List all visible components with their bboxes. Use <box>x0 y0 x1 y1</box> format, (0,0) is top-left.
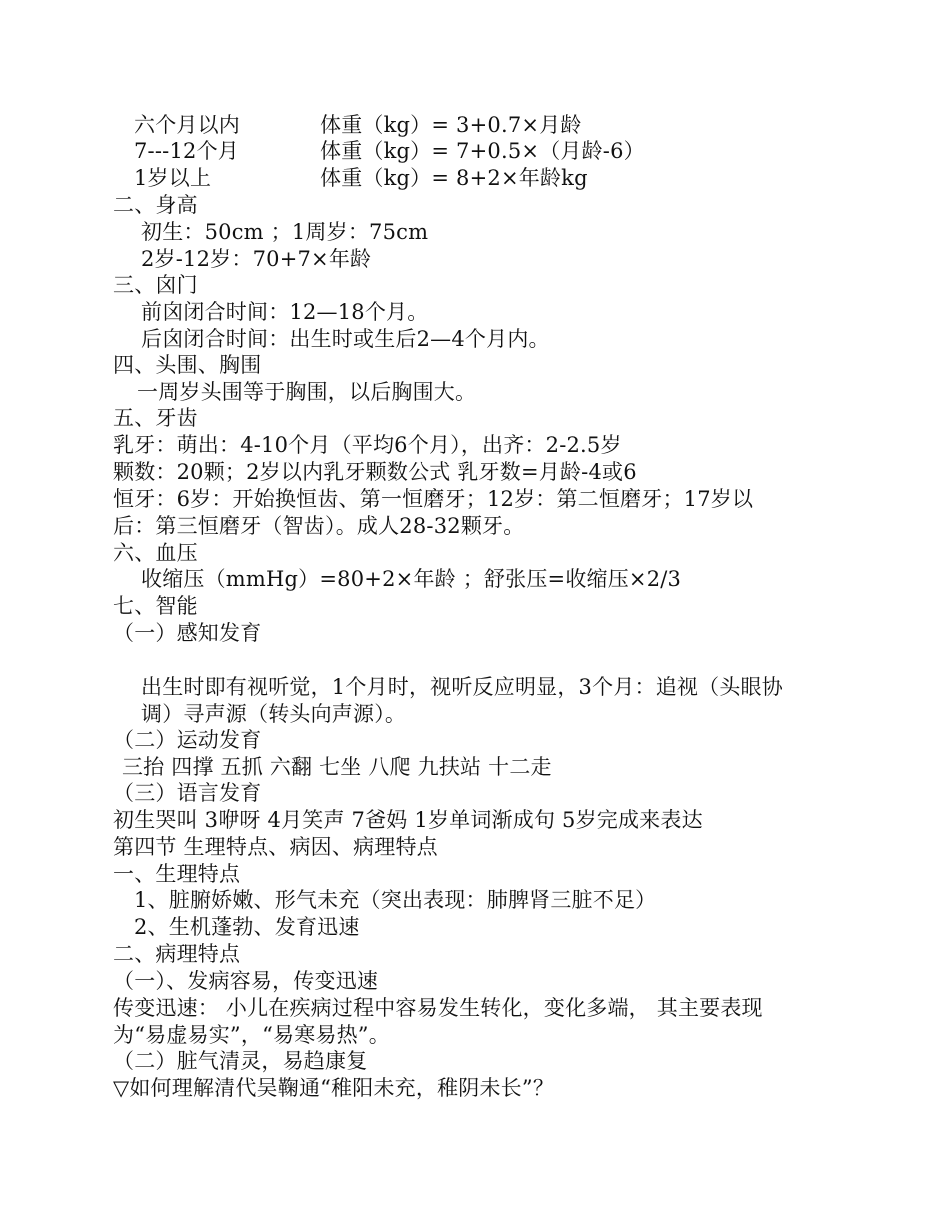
body-line: 恒牙：6岁：开始换恒齿、第一恒磨牙；12岁：第二恒磨牙；17岁以 <box>113 487 754 511</box>
section-heading: 四、头围、胸围 <box>113 353 262 377</box>
weight-row <box>134 165 588 191</box>
body-line: 调）寻声源（转头向声源）。 <box>141 702 407 726</box>
weight-row <box>134 138 645 164</box>
section-heading: 二、身高 <box>113 193 198 217</box>
question-line: ▽如何理解清代吴鞠通“稚阳未充，稚阴未长”？ <box>113 1076 555 1100</box>
section-heading: 一、生理特点 <box>113 862 241 886</box>
section-title: 第四节 生理特点、病因、病理特点 <box>113 835 438 859</box>
weight-age: 六个月以内 <box>134 113 240 137</box>
list-item: 2、生机蓬勃、发育迅速 <box>134 915 360 939</box>
weight-formula: 体重（kg）= 8+2×年龄kg <box>320 166 588 190</box>
subsection-heading: （三）语言发育 <box>113 781 262 805</box>
body-line: 为“易虚易实”，“易寒易热”。 <box>113 1023 390 1047</box>
body-line: 2岁-12岁：70+7×年龄 <box>141 247 372 271</box>
weight-age: 7---12个月 <box>134 139 239 163</box>
body-line: 初生：50cm ；1周岁：75cm <box>141 220 429 244</box>
body-line: 收缩压（mmHg）=80+2×年龄 ；舒张压=收缩压×2/3 <box>141 567 682 591</box>
body-line: 初生哭叫 3咿呀 4月笑声 7爸妈 1岁单词渐成句 5岁完成来表达 <box>113 808 703 832</box>
section-heading: 三、囟门 <box>113 273 198 297</box>
subsection-heading: （一）感知发育 <box>113 621 262 645</box>
section-heading: 二、病理特点 <box>113 942 241 966</box>
body-line: 后：第三恒磨牙（智齿）。成人28-32颗牙。 <box>113 514 525 538</box>
body-line: 颗数：20颗；2岁以内乳牙颗数公式 乳牙数=月龄-4或6 <box>113 460 637 484</box>
section-heading: 六、血压 <box>113 541 198 565</box>
section-heading: 七、智能 <box>113 594 198 618</box>
body-line: 乳牙：萌出：4-10个月（平均6个月），出齐：2-2.5岁 <box>113 433 622 457</box>
body-line: 前囟闭合时间：12—18个月。 <box>141 300 429 324</box>
subsection-heading: （二）运动发育 <box>113 728 262 752</box>
subsection-heading: （一）、发病容易，传变迅速 <box>113 969 379 993</box>
list-item: 1、脏腑娇嫩、形气未充（突出表现：肺脾肾三脏不足） <box>134 888 657 912</box>
weight-formula: 体重（kg）= 3+0.7×月龄 <box>320 113 582 137</box>
weight-formula: 体重（kg）= 7+0.5×（月龄-6） <box>320 139 645 163</box>
body-line: 三抬 四撑 五抓 六翻 七坐 八爬 九扶站 十二走 <box>122 755 552 779</box>
body-line: 后囟闭合时间：出生时或生后2—4个月内。 <box>141 327 550 351</box>
weight-row <box>134 112 582 138</box>
section-heading: 五、牙齿 <box>113 406 198 430</box>
body-line: 传变迅速： 小儿在疾病过程中容易发生转化，变化多端， 其主要表现 <box>113 996 763 1020</box>
subsection-heading: （二）脏气清灵，易趋康复 <box>113 1049 368 1073</box>
body-line: 一周岁头围等于胸围，以后胸围大。 <box>137 380 477 404</box>
weight-age: 1岁以上 <box>134 166 212 190</box>
body-line: 出生时即有视听觉，1个月时，视听反应明显，3个月：追视（头眼协 <box>141 675 783 699</box>
